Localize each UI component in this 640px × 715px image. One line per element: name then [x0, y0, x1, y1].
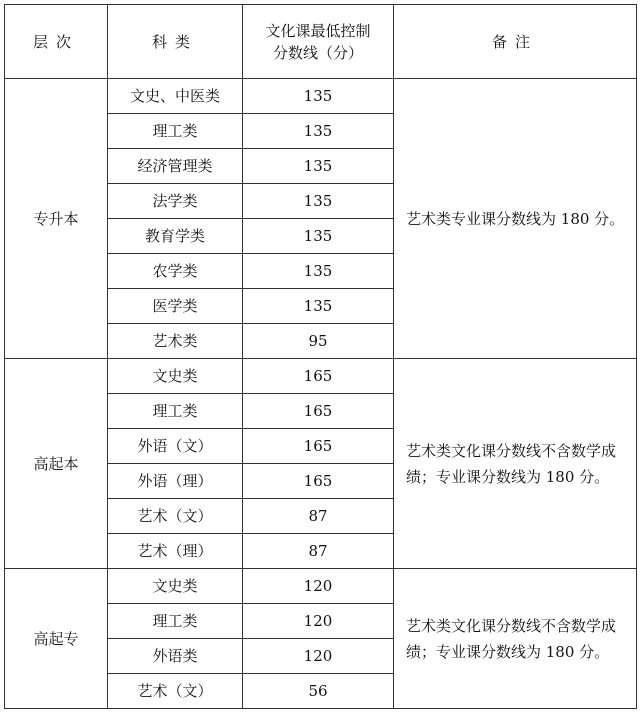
score-cell: 87	[243, 534, 394, 569]
subject-cell: 医学类	[108, 289, 243, 324]
subject-cell: 文史、中医类	[108, 79, 243, 114]
note-cell: 艺术类文化课分数线不含数学成绩；专业课分数线为 180 分。	[394, 359, 637, 569]
subject-cell: 农学类	[108, 254, 243, 289]
score-cell: 165	[243, 394, 394, 429]
subject-cell: 教育学类	[108, 219, 243, 254]
subject-cell: 艺术（理）	[108, 534, 243, 569]
score-cell: 165	[243, 359, 394, 394]
score-cell: 165	[243, 429, 394, 464]
score-cell: 56	[243, 674, 394, 709]
subject-cell: 经济管理类	[108, 149, 243, 184]
level-cell: 高起本	[5, 359, 108, 569]
score-cell: 120	[243, 604, 394, 639]
header-score-line1: 文化课最低控制	[265, 21, 371, 40]
score-cell: 120	[243, 569, 394, 604]
header-score-line2: 分数线（分）	[272, 43, 363, 62]
table-row	[5, 79, 637, 114]
score-cell: 135	[243, 219, 394, 254]
header-note: 备注	[394, 5, 637, 79]
table-header	[5, 5, 637, 79]
subject-cell: 艺术（文）	[108, 674, 243, 709]
score-cell: 87	[243, 499, 394, 534]
subject-cell: 法学类	[108, 184, 243, 219]
score-cell: 135	[243, 289, 394, 324]
score-cell: 165	[243, 464, 394, 499]
score-cell: 135	[243, 149, 394, 184]
header-score	[243, 5, 394, 79]
level-cell: 专升本	[5, 79, 108, 359]
note-cell: 艺术类专业课分数线为 180 分。	[394, 79, 637, 359]
score-cell: 135	[243, 254, 394, 289]
score-cell: 95	[243, 324, 394, 359]
subject-cell: 理工类	[108, 114, 243, 149]
score-cell: 135	[243, 184, 394, 219]
header-row	[5, 5, 637, 79]
note-cell: 艺术类文化课分数线不含数学成绩；专业课分数线为 180 分。	[394, 569, 637, 709]
table-row	[5, 359, 637, 394]
header-subject: 科类	[108, 5, 243, 79]
level-cell: 高起专	[5, 569, 108, 709]
subject-cell: 艺术类	[108, 324, 243, 359]
subject-cell: 理工类	[108, 604, 243, 639]
subject-cell: 外语（文）	[108, 429, 243, 464]
subject-cell: 文史类	[108, 359, 243, 394]
subject-cell: 外语（理）	[108, 464, 243, 499]
table-row	[5, 569, 637, 604]
header-level: 层次	[5, 5, 108, 79]
subject-cell: 文史类	[108, 569, 243, 604]
subject-cell: 艺术（文）	[108, 499, 243, 534]
subject-cell: 外语类	[108, 639, 243, 674]
subject-cell: 理工类	[108, 394, 243, 429]
score-cell: 135	[243, 79, 394, 114]
table-body	[5, 79, 637, 709]
score-cell: 120	[243, 639, 394, 674]
score-cell: 135	[243, 114, 394, 149]
score-table	[4, 4, 637, 709]
